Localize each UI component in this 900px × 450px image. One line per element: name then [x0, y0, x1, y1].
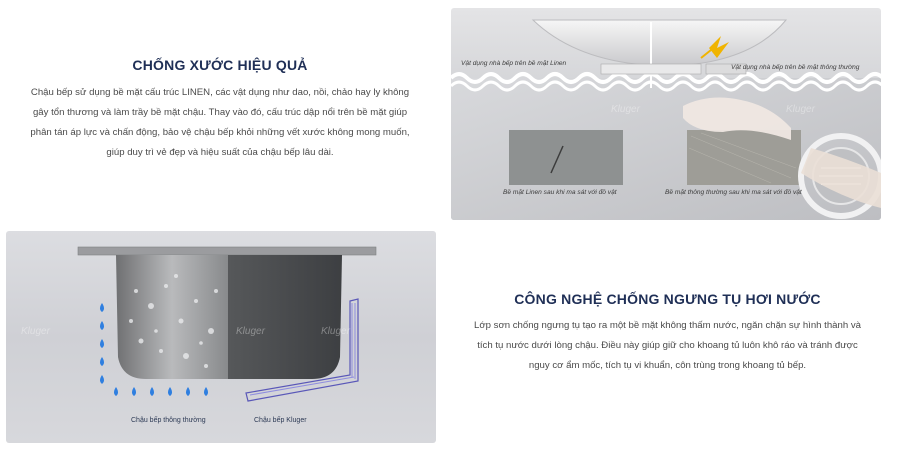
label-linen-item: Vật dụng nhà bếp trên bề mặt Linen: [461, 60, 567, 67]
desc-line: Chậu bếp sử dụng bề mặt cấu trúc LINEN, các vật dụng như dao, nồi, chảo hay ly không: [30, 87, 410, 98]
caption-normal-after: Bề mặt thông thường sau khi ma sát với đồ vật: [665, 189, 802, 196]
desc-line: phân tán áp lực và chấn động, bảo vệ chậu bếp khỏi những vết xước không mong muốn,: [30, 127, 410, 138]
section-description-condensation: [445, 316, 890, 376]
scratch-illustration: [451, 8, 881, 220]
caption-kluger-sink: Chậu bếp Kluger: [254, 417, 307, 424]
condensation-illustration-svg: [6, 231, 436, 443]
watermark-text: Kluger: [236, 326, 265, 337]
watermark-text: Kluger: [21, 326, 50, 337]
watermark-text: Kluger: [321, 326, 350, 337]
desc-line: gây tổn thương và làm trầy bề mặt chậu. Thay vào đó, cấu trúc dập nổi trên bề mặt giúp: [32, 107, 408, 118]
linen-surface-sample: [509, 130, 623, 185]
watermark-text: Kluger: [611, 104, 640, 115]
watermark-text: Kluger: [786, 104, 815, 115]
desc-line: nguy cơ ẩm mốc, tích tụ vi khuẩn, côn trùng trong khoang tủ bếp.: [528, 360, 807, 371]
section-title-condensation: CÔNG NGHỆ CHỐNG NGƯNG TỤ HƠI NƯỚC: [514, 291, 821, 307]
desc-line: giúp duy trì vẻ đẹp và hiệu suất của chậu bếp lâu dài.: [106, 147, 334, 158]
section-description-scratch: [0, 83, 440, 163]
label-normal-item: Vật dụng nhà bếp trên bề mặt thông thường: [731, 64, 860, 71]
caption-linen-after: Bề mặt Linen sau khi ma sát với đồ vật: [503, 189, 617, 196]
caption-normal-sink: Chậu bếp thông thường: [131, 417, 206, 424]
desc-line: Lớp sơn chống ngưng tụ tạo ra một bề mặt không thấm nước, ngăn chặn sự hình thành và: [474, 320, 861, 331]
section-title-scratch: CHỐNG XƯỚC HIỆU QUẢ: [132, 57, 308, 73]
condensation-illustration: [6, 231, 436, 443]
normal-surface-sample: [687, 130, 801, 185]
desc-line: tích tụ nước dưới lòng chậu. Điều này giúp giữ cho khoang tủ luôn khô ráo và tránh được: [477, 340, 858, 351]
